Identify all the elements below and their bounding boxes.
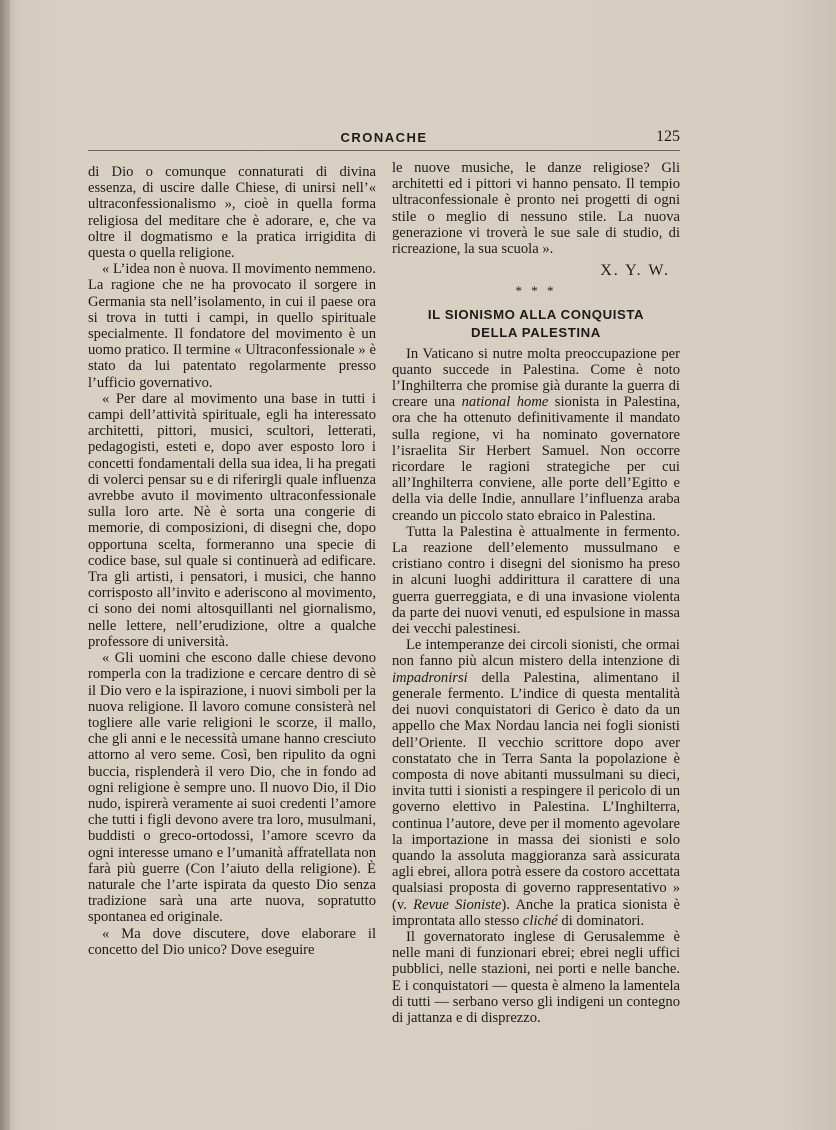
paragraph: Il governatorato inglese di Gerusalemme è nelle mani di funzionari ebrei; ebrei negli uffici pubblici, nelle stazioni, nei porti e nelle banche. E i conquistatori — questa è almeno la lamentela di tutti — serbano verso gli indigeni un contegno di jattanza e di disprezzo. bbox=[392, 928, 680, 1026]
paragraph: « Ma dove discutere, dove elaborare il concetto del Dio unico? Dove eseguire bbox=[88, 925, 376, 958]
paragraph: « L’idea non è nuova. Il movimento nemmeno. La ragione che ne ha provocato il sorgere in Germania sta nell’isolamento, in cui il paese ora si trova in tutti i campi, in quello spirituale specialmente. Il fondatore del movimento è un uomo pratico. Il termine « Ultraconfessionale » è stato da lui patentato regolarmente presso l’ufficio governativo. bbox=[88, 261, 376, 391]
paragraph: di Dio o comunque connaturati di divina essenza, di uscire dalle Chiese, di unirsi nell’« ultraconfessionalismo », cioè in quella forma religiosa del meditare che è adorare, e, che va oltre il dogmatismo e la pratica irrigidita di questa o quella religione. bbox=[88, 164, 376, 262]
page-number: 125 bbox=[656, 128, 680, 145]
paragraph: le nuove musiche, le danze religiose? Gli architetti ed i pittori vi hanno pensato. Il tempio ultraconfessionale è pronto nei progetti di ogni stile o meglio di nessuno stile. La nuova generazione vi troverà le sue sale di studio, di ricreazione, la sua scuola ». bbox=[392, 160, 680, 258]
section-separator: * * * bbox=[515, 283, 557, 299]
running-head bbox=[88, 128, 680, 151]
paragraph: Tutta la Palestina è attualmente in fermento. La reazione dell’elemento mussulmano e cristiano contro i disegni del sionismo ha preso in alcuni luoghi addirittura il carattere di una guerra guerreggiata, e di una invasione violenta da parte dei nuovi venuti, ed espulsione in massa dei vecchi palestinesi. bbox=[392, 523, 680, 638]
article-title-line: DELLA PALESTINA bbox=[471, 324, 601, 340]
italic-phrase: cliché bbox=[522, 912, 558, 929]
paragraph: « Gli uomini che escono dalle chiese devono romperla con la tradizione e cercare dentro di sè il Dio vero e la ispirazione, i nuovi simboli per la nuova religione. Il lavoro comune consisterà nel togliere alle varie religioni le scorze, il mallo, che gli anni e le necessità umane hanno cresciuto attorno al vero seme. Così, ben ripulito da ogni buccia, risplenderà il vero Dio, che in fondo ad ogni religione è sempre uno. Il nuovo Dio, il Dio nudo, ispirerà veramente ai suoi credenti l’amore che tutti i figli devono avere tra loro, musulmani, buddisti o greco-ortodossi, l’amore scevro da ogni interesse umano e l’umanità affratellata non farà più guerre (Con l’aiuto della religione). È naturale che l’arte ispirata da questo Dio senza tradizione sarà una arte nuova, sopratutto spontanea ed originale. bbox=[88, 650, 376, 926]
paragraph: Le intemperanze dei circoli sionisti, che ormai non fanno più alcun mistero della intenzione di impadronirsi della Palestina, alimentano il generale fermento. L’indice di questa mentalità dei nuovi conquistatori di Gerico è dato da un appello che Max Nordau lancia nei fogli sionisti dell’Oriente. Il vecchio scrittore dopo aver constatato che in Terra Santa la popolazione è composta di nove abitanti mussulmani su dieci, invita tutti i sionisti a respingere il pericolo di un governo elettivo in Palestina. L’Inghilterra, continua l’autore, deve per il momento agevolare la importazione in massa dei sionisti e solo quando la assoluta maggioranza sarà assicurata agli ebrei, allora potrà essere da costoro accettata qualsiasi proposta di governo rappresentativo » (v. Revue Sioniste). Anche la pratica sionista è improntata allo stesso cliché di dominatori. bbox=[392, 637, 680, 929]
article-title-line: IL SIONISMO ALLA CONQUISTA bbox=[427, 306, 645, 322]
paragraph: In Vaticano si nutre molta preoccupazione per quanto succede in Palestina. Come è noto l’Inghilterra che promise già durante la guerra di creare una national home sionista in Palestina, ora che ha ottenuto definitivamente il mandato sulla regione, vi ha nominato governatore l’israelita Sir Herbert Samuel. Non occorre ricordare le ragioni strategiche per cui all’Inghilterra conviene, alle porte dell’Egitto e della via delle Indie, annullare l’influenza araba creando un piccolo stato ebraico in Palestina. bbox=[392, 345, 680, 524]
page-binding-edge bbox=[0, 0, 10, 1130]
section-title: CRONACHE bbox=[340, 130, 428, 145]
left-column bbox=[88, 164, 376, 958]
author-signature: X. Y. W. bbox=[600, 262, 670, 280]
paragraph: « Per dare al movimento una base in tutti i campi dell’attività spirituale, egli ha interessato architetti, pittori, musici, scultori, letterati, pedagogisti, esteti e, dopo aver esposto loro i concetti fondamentali della sua idea, li ha pregati di volerci pensar su e di riferirgli quale influenza avrebbe avuto il movimento ultraconfessionale sulla loro arte. Nè è sorta una congerie di memorie, di composizioni, di disegni che, dopo opportuna scelta, formeranno una specie di codice base, sul quale si continuerà ad edificare. Tra gli artisti, i pensatori, i musici, che hanno corrisposto all’invito e aderiscono al movimento, ci sono dei nomi altosquillanti nel giornalismo, nelle lettere, nell’erudizione, oltre a qualche professore di università. bbox=[88, 390, 376, 650]
article-title bbox=[392, 306, 680, 342]
right-column bbox=[392, 160, 680, 1026]
italic-citation: Revue Sioniste bbox=[413, 896, 502, 913]
italic-phrase: impadronirsi bbox=[392, 669, 468, 686]
italic-phrase: national home bbox=[461, 394, 549, 411]
